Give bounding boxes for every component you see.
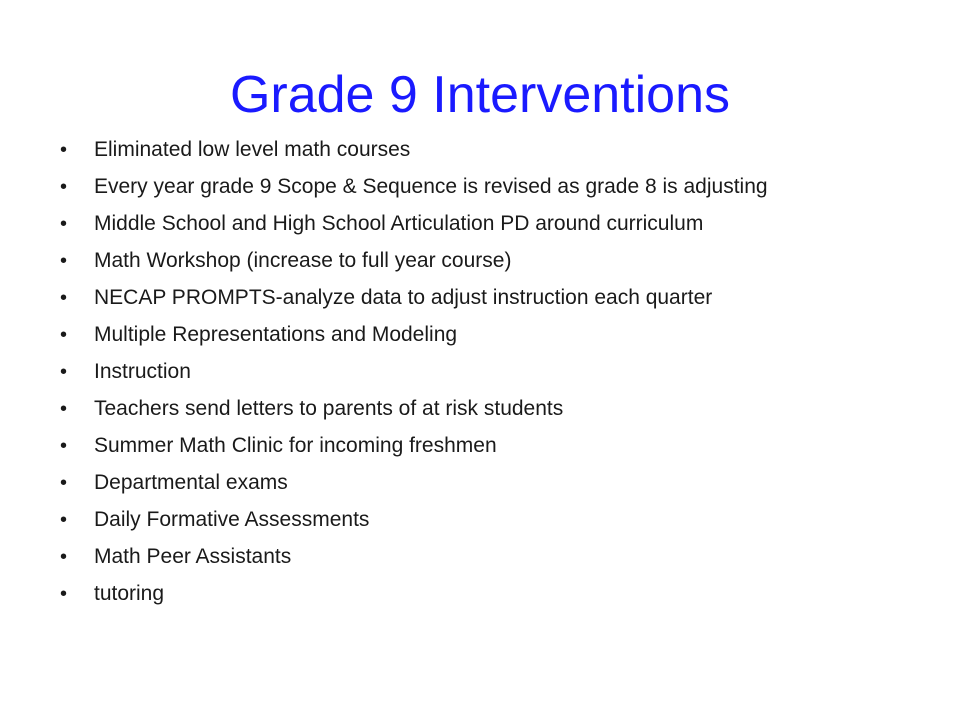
bullet-item (60, 175, 900, 199)
bullet-icon: • (60, 583, 68, 605)
bullet-text: NECAP PROMPTS-analyze data to adjust instruction each quarter (94, 286, 713, 309)
bullet-icon: • (60, 398, 68, 420)
bullet-item (60, 508, 900, 532)
bullet-list (60, 138, 900, 619)
bullet-text: Teachers send letters to parents of at risk students (94, 397, 564, 420)
bullet-icon: • (60, 213, 68, 235)
bullet-item (60, 397, 900, 421)
bullet-text: tutoring (94, 582, 165, 605)
bullet-item (60, 212, 900, 236)
bullet-item (60, 249, 900, 273)
bullet-text: Departmental exams (94, 471, 288, 494)
bullet-text: Instruction (94, 360, 191, 383)
bullet-text: Eliminated low level math courses (94, 138, 411, 161)
bullet-icon: • (60, 435, 68, 457)
bullet-item (60, 286, 900, 310)
bullet-text: Middle School and High School Articulation PD around curriculum (94, 212, 704, 235)
bullet-icon: • (60, 509, 68, 531)
bullet-text: Summer Math Clinic for incoming freshmen (94, 434, 497, 457)
bullet-icon: • (60, 176, 68, 198)
bullet-icon: • (60, 546, 68, 568)
bullet-icon: • (60, 250, 68, 272)
bullet-item (60, 323, 900, 347)
bullet-icon: • (60, 361, 68, 383)
bullet-icon: • (60, 139, 68, 161)
bullet-item (60, 545, 900, 569)
bullet-text: Math Workshop (increase to full year course) (94, 249, 512, 272)
bullet-item (60, 138, 900, 162)
bullet-text: Math Peer Assistants (94, 545, 292, 568)
bullet-text: Multiple Representations and Modeling (94, 323, 458, 346)
bullet-item (60, 582, 900, 606)
bullet-item (60, 434, 900, 458)
bullet-item (60, 471, 900, 495)
bullet-text: Daily Formative Assessments (94, 508, 370, 531)
bullet-icon: • (60, 324, 68, 346)
bullet-icon: • (60, 472, 68, 494)
bullet-text: Every year grade 9 Scope & Sequence is revised as grade 8 is adjusting (94, 175, 768, 198)
slide-title: Grade 9 Interventions (229, 66, 731, 124)
bullet-icon: • (60, 287, 68, 309)
bullet-item (60, 360, 900, 384)
